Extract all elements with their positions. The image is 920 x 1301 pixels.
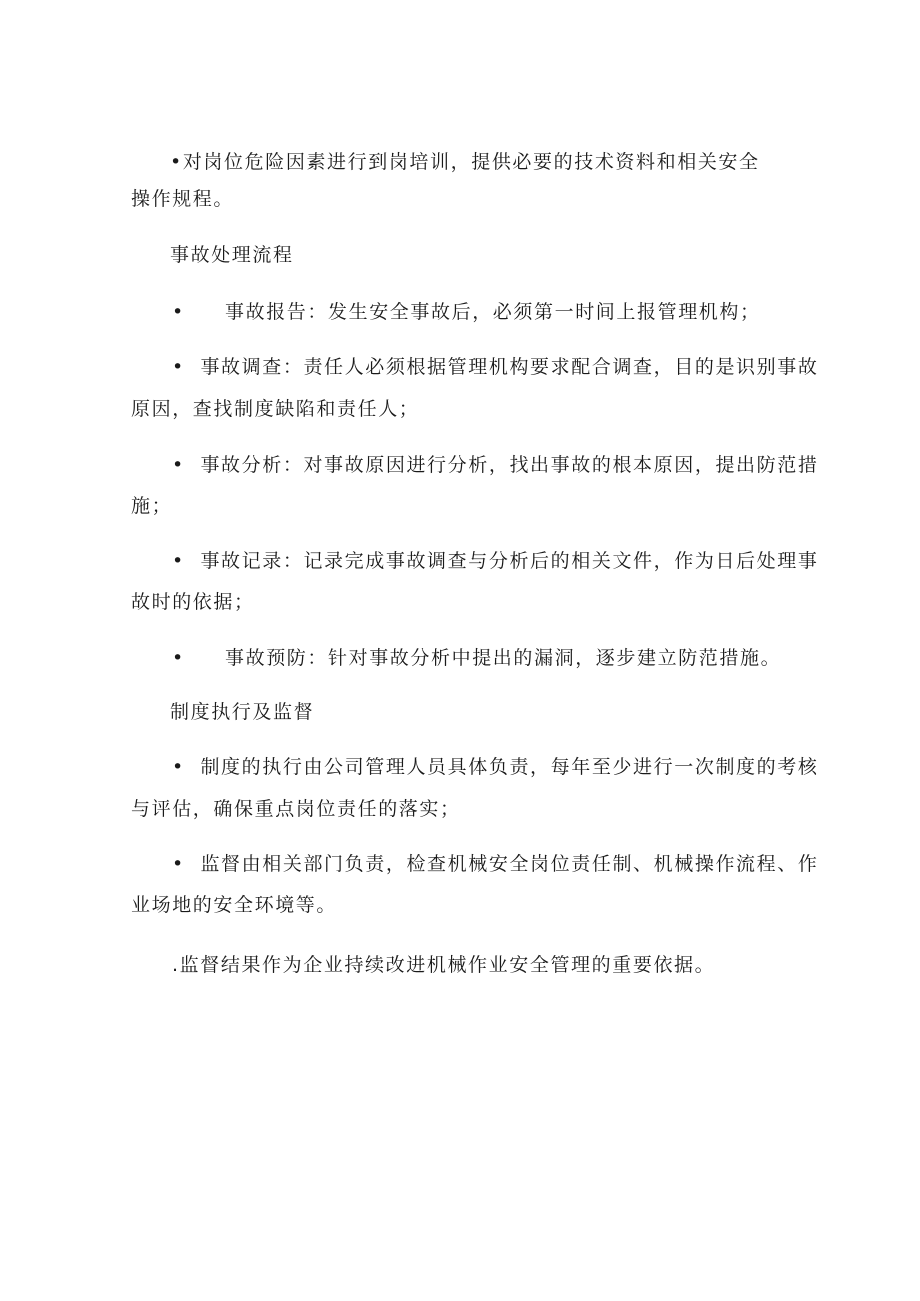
bullet-dot: • (172, 756, 185, 778)
bullet-dot: • (170, 151, 183, 173)
section-heading-execution-supervision: 制度执行及监督 (170, 701, 315, 723)
bullet-dot: • (172, 550, 185, 572)
list-item-execution-line1 (172, 755, 818, 779)
list-item-text: 事故记录：记录完成事故调查与分析后的相关文件，作为日后处理事 (200, 550, 819, 572)
list-item-supervision-line2: 业场地的安全环境等。 (131, 894, 338, 916)
paragraph-intro-line1 (170, 150, 760, 174)
list-item-analysis-line1 (172, 453, 818, 477)
bullet-dot: • (172, 301, 185, 323)
list-item-report: 事故报告：发生安全事故后，必须第一时间上报管理机构； (225, 301, 761, 323)
list-item-analysis-line2: 施； (131, 495, 173, 517)
bullet-dot: • (172, 647, 185, 669)
list-item-text: 事故分析：对事故原因进行分析，找出事故的根本原因，提出防范措 (200, 454, 819, 476)
list-item-investigation-line2: 原因，查找制度缺陷和责任人； (131, 398, 420, 420)
bullet-dot: • (172, 853, 185, 875)
bullet-dot: • (172, 356, 185, 378)
list-item-text: 制度的执行由公司管理人员具体负责，每年至少进行一次制度的考核 (200, 756, 819, 778)
paragraph-intro-line2: 操作规程。 (131, 188, 235, 210)
list-item-text: 监督由相关部门负责，检查机械安全岗位责任制、机械操作流程、作 (200, 853, 819, 875)
list-item-record-line2: 故时的依据； (131, 591, 255, 613)
section-heading-accident-process: 事故处理流程 (170, 244, 294, 266)
paragraph-text: 监督结果作为企业持续改进机械作业安全管理的重要依据。 (179, 954, 716, 976)
list-item-supervision-line1 (172, 852, 818, 876)
list-item-prevention: 事故预防：针对事故分析中提出的漏洞，逐步建立防范措施。 (225, 647, 782, 669)
list-item-record-line1 (172, 549, 818, 573)
list-item-execution-line2: 与评估，确保重点岗位责任的落实； (131, 798, 461, 820)
bullet-dot: • (172, 454, 185, 476)
list-item-text: 事故调查：责任人必须根据管理机构要求配合调查，目的是识别事故 (200, 356, 819, 378)
paragraph-text: 对岗位危险因素进行到岗培训，提供必要的技术资料和相关安全 (182, 151, 760, 173)
list-prefix: . (172, 954, 180, 976)
paragraph-supervision-results (172, 953, 715, 977)
list-item-investigation-line1 (172, 355, 818, 379)
